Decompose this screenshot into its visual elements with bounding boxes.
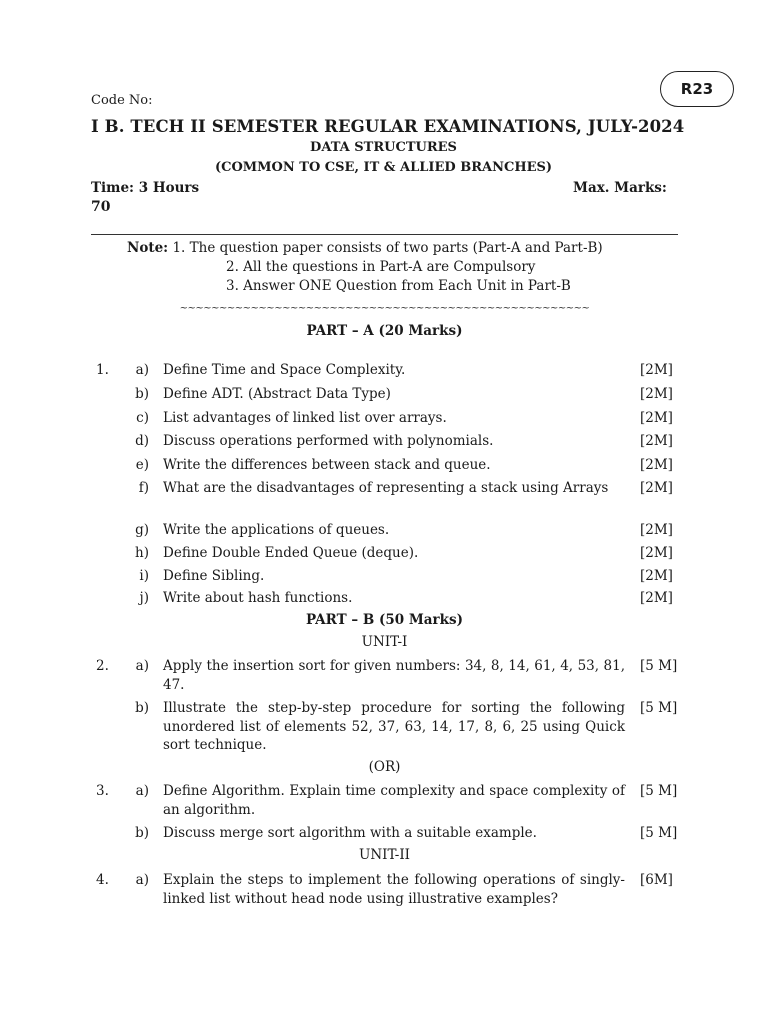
sub-label: e) (135, 457, 149, 473)
question-text: What are the disadvantages of representing a stack using Arrays (163, 480, 609, 496)
tilde-separator: ~~~~~~~~~~~~~~~~~~~~~~~~~~~~~~~~~~~~~~~~~~~~~~~~~~~~ (179, 303, 590, 314)
marks: [5 M] (640, 783, 678, 799)
sub-label: j) (139, 590, 149, 606)
or-separator: (OR) (368, 759, 401, 775)
question-text: List advantages of linked list over arrays. (163, 410, 447, 426)
max-marks-label: Max. Marks: (573, 180, 667, 196)
question-text: Define Time and Space Complexity. (163, 362, 406, 378)
sub-label: c) (136, 410, 149, 426)
sub-label: b) (135, 825, 149, 841)
regulation-badge: R23 (660, 71, 734, 107)
marks: [5 M] (640, 825, 678, 841)
question-text: Write the differences between stack and queue. (163, 457, 491, 473)
exam-title: I B. TECH II SEMESTER REGULAR EXAMINATIONS, JULY-2024 (91, 117, 685, 136)
sub-label: g) (135, 522, 149, 538)
marks: [2M] (640, 433, 673, 449)
unit-2-heading: UNIT-II (358, 847, 410, 863)
marks: [2M] (640, 386, 673, 402)
question-text: Apply the insertion sort for given numbers: 34, 8, 14, 61, 4, 53, 81, 47. (163, 658, 625, 693)
marks: [2M] (640, 590, 673, 606)
marks: [2M] (640, 568, 673, 584)
sub-label: a) (135, 362, 149, 378)
question-number: 2. (96, 658, 109, 674)
note-line-2: 2. All the questions in Part-A are Compulsory (226, 259, 536, 275)
part-a-heading: PART – A (20 Marks) (306, 323, 463, 339)
question-text: Discuss operations performed with polynomials. (163, 433, 494, 449)
question-text: Illustrate the step-by-step procedure for sorting the following unordered list of elements 52, 37, 63, 14, 17, 8, 6, 25 using Quick sort technique. (163, 700, 625, 753)
marks: [2M] (640, 362, 673, 378)
branches-note: (COMMON TO CSE, IT & ALLIED BRANCHES) (214, 160, 553, 175)
sub-label: a) (135, 783, 149, 799)
sub-label: b) (135, 386, 149, 402)
subject-title: DATA STRUCTURES (310, 140, 457, 155)
marks: [5 M] (640, 658, 678, 674)
sub-label: a) (135, 658, 149, 674)
question-text: Define Double Ended Queue (deque). (163, 545, 419, 561)
sub-label: i) (139, 568, 149, 584)
header-divider (91, 234, 678, 235)
marks: [2M] (640, 410, 673, 426)
sub-label: b) (135, 700, 149, 716)
note-label: Note: (127, 240, 169, 256)
time-label: Time: 3 Hours (91, 180, 200, 196)
note-line-1: 1. The question paper consists of two parts (Part-A and Part-B) (172, 240, 603, 256)
max-marks-value: 70 (91, 199, 111, 215)
part-b-heading: PART – B (50 Marks) (306, 612, 463, 628)
instructions-note (127, 239, 603, 296)
marks: [2M] (640, 522, 673, 538)
sub-label: f) (138, 480, 149, 496)
question-text: Define ADT. (Abstract Data Type) (163, 386, 391, 402)
sub-label: d) (135, 433, 149, 449)
code-no-label: Code No: (91, 93, 153, 108)
marks: [2M] (640, 480, 673, 496)
question-number: 1. (96, 362, 109, 378)
marks: [6M] (640, 872, 673, 888)
sub-label: a) (135, 872, 149, 888)
question-number: 3. (96, 783, 109, 799)
unit-1-heading: UNIT-I (361, 634, 408, 650)
question-text: Write the applications of queues. (163, 522, 390, 538)
question-text: Explain the steps to implement the following operations of singly-linked list without head node using illustrative examples? (163, 872, 625, 907)
marks: [5 M] (640, 700, 678, 716)
note-line-3: 3. Answer ONE Question from Each Unit in Part-B (226, 278, 571, 294)
question-text: Discuss merge sort algorithm with a suitable example. (163, 825, 537, 841)
question-text: Define Sibling. (163, 568, 265, 584)
question-text: Define Algorithm. Explain time complexity and space complexity of an algorithm. (163, 783, 625, 818)
marks: [2M] (640, 545, 673, 561)
question-text: Write about hash functions. (163, 590, 353, 606)
question-number: 4. (96, 872, 109, 888)
sub-label: h) (135, 545, 149, 561)
marks: [2M] (640, 457, 673, 473)
